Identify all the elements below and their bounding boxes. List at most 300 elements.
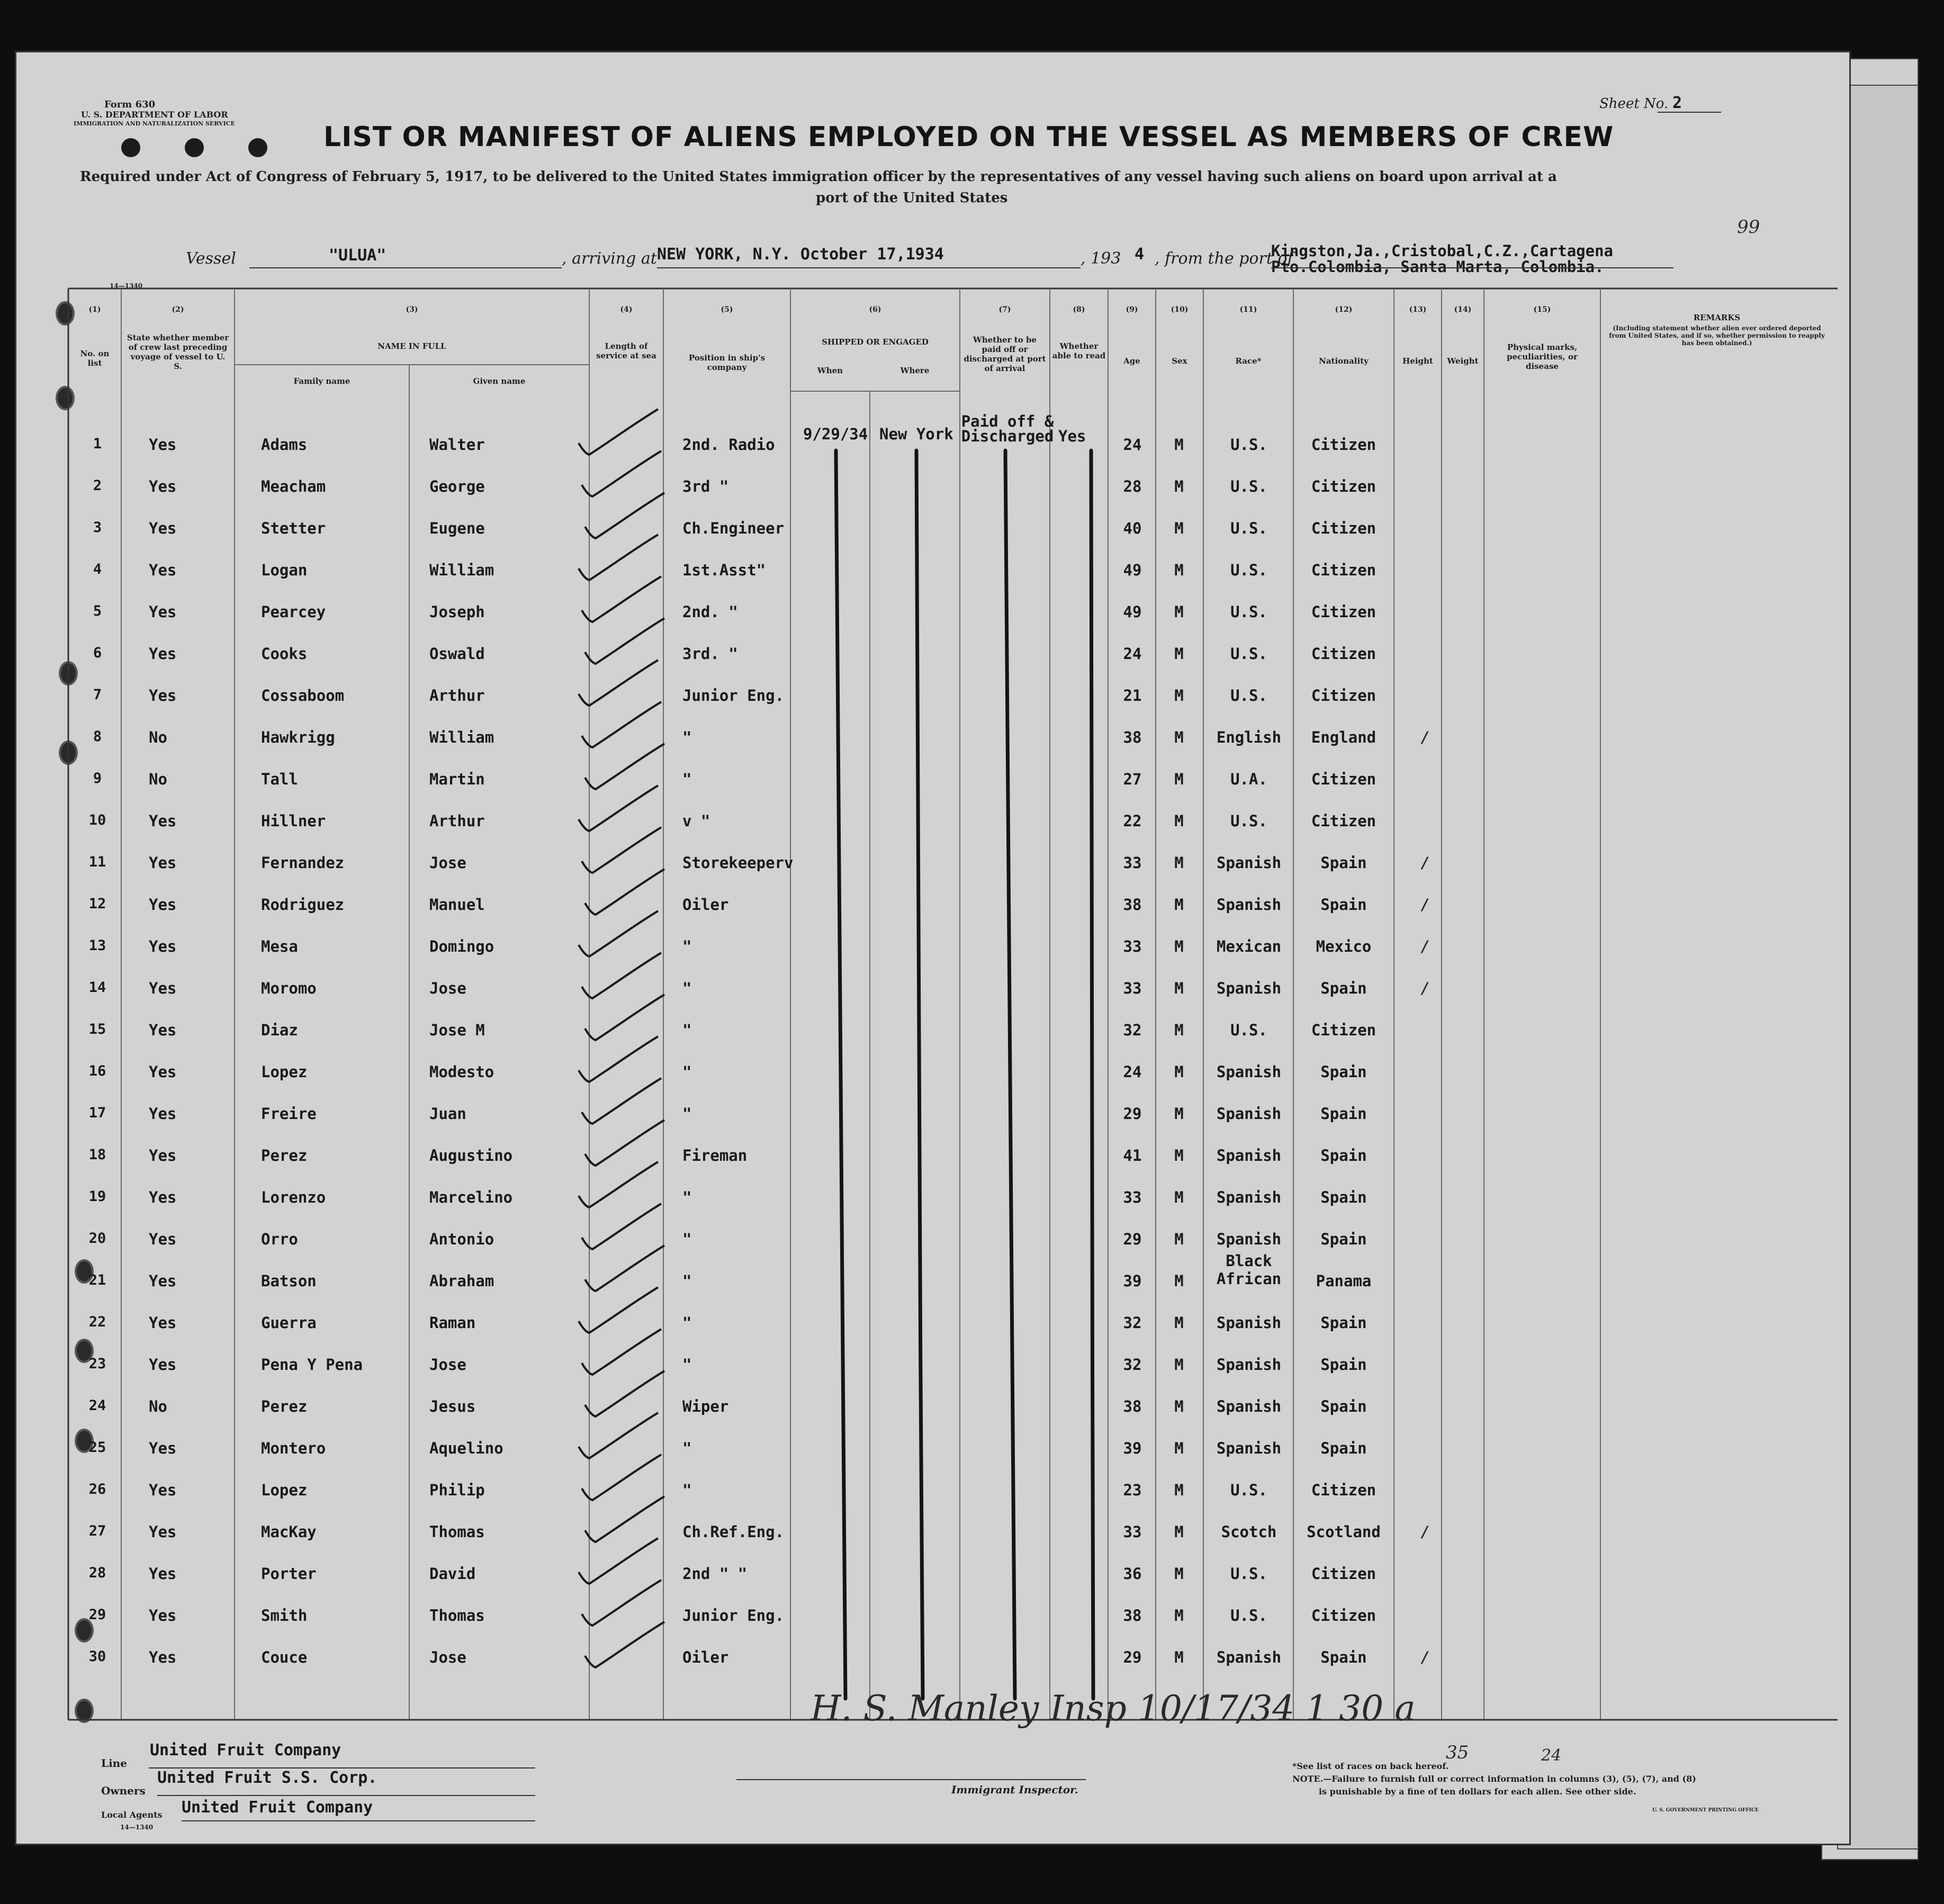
cell-position: Storekeeperv <box>682 854 794 872</box>
cell-position: Fireman <box>682 1147 748 1165</box>
cell-nationality: Citizen <box>1311 1607 1376 1625</box>
vessel-label: Vessel <box>186 249 236 268</box>
cell-family: Stetter <box>261 519 326 537</box>
cell-sex: M <box>1174 1565 1184 1583</box>
col-header-nationality: Nationality <box>1319 356 1369 366</box>
owners-value: United Fruit S.S. Corp. <box>157 1768 377 1787</box>
subtitle-2: port of the United States <box>816 190 1008 206</box>
col-number: (4) <box>620 305 633 314</box>
cell-family: Diaz <box>261 1021 298 1039</box>
cell-sex: M <box>1174 645 1184 663</box>
cell-mark: / <box>1421 937 1428 955</box>
sheet-number: 2 <box>1672 94 1682 112</box>
cell-family: Moromo <box>261 979 317 997</box>
cell-position: 2nd. Radio <box>682 436 775 454</box>
cell-no: 6 <box>93 645 102 661</box>
cell-sex: M <box>1174 1188 1184 1206</box>
cell-race: Spanish <box>1216 1356 1282 1374</box>
cell-nationality: Spain <box>1320 1439 1367 1457</box>
cell-no: 16 <box>88 1063 106 1079</box>
cell-position: Oiler <box>682 896 729 914</box>
form-number: Form 630 <box>104 99 156 110</box>
cell-race: Spanish <box>1216 1397 1282 1415</box>
cell-family: Montero <box>261 1439 326 1457</box>
col-number: (10) <box>1171 305 1189 314</box>
col-number: (9) <box>1126 305 1138 314</box>
cell-family: Rodriguez <box>261 896 345 914</box>
cell-given: George <box>429 477 485 495</box>
cell-race: U.S. <box>1230 1565 1267 1583</box>
cell-sex: M <box>1174 1230 1184 1248</box>
cell-race: Black African <box>1216 1252 1282 1288</box>
cell-sex: M <box>1174 603 1184 621</box>
cell-family: Pearcey <box>261 603 326 621</box>
cell-position: " <box>682 1272 692 1290</box>
alien-count: 24 <box>1541 1746 1562 1765</box>
cell-family: Cooks <box>261 645 308 663</box>
cell-family: Adams <box>261 436 308 454</box>
penalty-note: NOTE.—Failure to furnish full or correct information in columns (3), (5), (7), and (8) <box>1292 1774 1696 1784</box>
cell-no: 7 <box>93 687 102 703</box>
shipped-place: New York <box>879 425 953 443</box>
col-number: (3) <box>406 305 418 314</box>
subtitle: Required under Act of Congress of February 5, 1917, to be delivered to the United States immigration officer by the representatives of any vessel having such aliens on board upon arrival at a <box>80 169 1557 185</box>
paid-off-line-1: Paid off & <box>961 412 1054 430</box>
cell-family: Freire <box>261 1105 317 1123</box>
cell-no: 9 <box>93 770 102 787</box>
cell-race: U.S. <box>1230 519 1267 537</box>
cell-prev: Yes <box>149 854 177 872</box>
cell-race: U.S. <box>1230 603 1267 621</box>
form-code: 14—1340 <box>110 282 143 290</box>
cell-nationality: Spain <box>1320 854 1367 872</box>
cell-given: David <box>429 1565 476 1583</box>
cell-no: 25 <box>88 1439 106 1456</box>
cell-race: U.S. <box>1230 812 1267 830</box>
cell-age: 24 <box>1123 436 1142 454</box>
cell-age: 39 <box>1123 1272 1142 1290</box>
col-number: (12) <box>1335 305 1353 314</box>
cell-given: Eugene <box>429 519 485 537</box>
cell-family: Mesa <box>261 937 298 955</box>
cell-race: Spanish <box>1216 1147 1282 1165</box>
cell-no: 18 <box>88 1147 106 1163</box>
cell-age: 38 <box>1123 1607 1142 1625</box>
cell-given: Manuel <box>429 896 485 914</box>
cell-no: 30 <box>88 1648 106 1665</box>
col-header-number: No. on list <box>80 349 110 368</box>
cell-prev: Yes <box>149 436 177 454</box>
col-header-remarks-note: (Including statement whether alien ever ordered deported from United States, and if so, whether permission to reapply has been obtained.) <box>1609 324 1825 347</box>
cell-position: " <box>682 1021 692 1039</box>
cell-sex: M <box>1174 1481 1184 1499</box>
col-header-shipped: SHIPPED OR ENGAGED <box>822 337 929 347</box>
cell-given: Joseph <box>429 603 485 621</box>
cell-race: Spanish <box>1216 1648 1282 1666</box>
cell-no: 19 <box>88 1188 106 1205</box>
cell-age: 40 <box>1123 519 1142 537</box>
departure-ports-2: Pto.Colombia, Santa Marta, Colombia. <box>1271 258 1604 276</box>
cell-age: 28 <box>1123 477 1142 495</box>
cell-family: Fernandez <box>261 854 345 872</box>
cell-no: 13 <box>88 937 106 954</box>
cell-position: " <box>682 1356 692 1374</box>
col-number: (7) <box>998 305 1011 314</box>
cell-sex: M <box>1174 1648 1184 1666</box>
cell-given: Martin <box>429 770 485 788</box>
cell-nationality: Spain <box>1320 1188 1367 1206</box>
col-header-previous-voyage: State whether member of crew last preceding voyage of vessel to U. S. <box>127 333 229 371</box>
cell-prev: Yes <box>149 561 177 579</box>
cell-race: English <box>1216 728 1282 746</box>
cell-race: U.S. <box>1230 1021 1267 1039</box>
cell-nationality: Mexico <box>1316 937 1372 955</box>
cell-position: v " <box>682 812 710 830</box>
line-label: Line <box>101 1757 127 1770</box>
cell-no: 14 <box>88 979 106 996</box>
crew-count: 35 <box>1446 1742 1469 1763</box>
inspector-label: Immigrant Inspector. <box>951 1783 1078 1796</box>
cell-position: Ch.Ref.Eng. <box>682 1523 785 1541</box>
col-number: (6) <box>869 305 881 314</box>
cell-given: Philip <box>429 1481 485 1499</box>
cell-given: Augustino <box>429 1147 513 1165</box>
cell-family: Perez <box>261 1147 308 1165</box>
cell-mark: / <box>1421 854 1428 872</box>
department: U. S. DEPARTMENT OF LABOR <box>81 110 228 120</box>
cell-no: 28 <box>88 1565 106 1581</box>
agents-value: United Fruit Company <box>182 1798 373 1817</box>
cell-age: 49 <box>1123 561 1142 579</box>
able-to-read: Yes <box>1058 427 1086 445</box>
cell-race: Spanish <box>1216 979 1282 997</box>
cell-age: 24 <box>1123 645 1142 663</box>
cell-nationality: Spain <box>1320 1105 1367 1123</box>
cell-position: " <box>682 1481 692 1499</box>
cell-race: Spanish <box>1216 1063 1282 1081</box>
col-header-height: Height <box>1402 356 1433 366</box>
cell-age: 22 <box>1123 812 1142 830</box>
cell-sex: M <box>1174 1439 1184 1457</box>
cell-given: Walter <box>429 436 485 454</box>
col-header-weight: Weight <box>1447 356 1479 366</box>
cell-age: 32 <box>1123 1356 1142 1374</box>
cell-sex: M <box>1174 436 1184 454</box>
cell-age: 38 <box>1123 728 1142 746</box>
cell-nationality: Citizen <box>1311 1021 1376 1039</box>
ditto-lines <box>16 52 1852 1847</box>
cell-family: Meacham <box>261 477 326 495</box>
cell-no: 23 <box>88 1356 106 1372</box>
col-header-given-name: Given name <box>473 376 526 386</box>
line-value: United Fruit Company <box>150 1741 341 1759</box>
vessel-name: "ULUA" <box>329 246 386 265</box>
cell-nationality: Spain <box>1320 1648 1367 1666</box>
cell-age: 39 <box>1123 1439 1142 1457</box>
cell-no: 12 <box>88 896 106 912</box>
cell-prev: Yes <box>149 1188 177 1206</box>
cell-no: 29 <box>88 1607 106 1623</box>
col-header-shipped-where: Where <box>900 366 930 375</box>
cell-given: Jose M <box>429 1021 485 1039</box>
cell-mark: / <box>1421 1523 1428 1541</box>
cell-race: Spanish <box>1216 854 1282 872</box>
col-header-shipped-when: When <box>817 366 843 375</box>
cell-race: U.S. <box>1230 645 1267 663</box>
cell-no: 24 <box>88 1397 106 1414</box>
cell-prev: Yes <box>149 1565 177 1583</box>
cell-no: 15 <box>88 1021 106 1037</box>
col-number: (5) <box>721 305 733 314</box>
cell-nationality: Spain <box>1320 1397 1367 1415</box>
cell-sex: M <box>1174 770 1184 788</box>
cell-age: 23 <box>1123 1481 1142 1499</box>
cell-nationality: Spain <box>1320 1314 1367 1332</box>
cell-family: Lopez <box>261 1063 308 1081</box>
cell-position: 2nd " " <box>682 1565 748 1583</box>
cell-position: " <box>682 1105 692 1123</box>
inspector-signature: H. S. Manley Insp 10/17/34 1 30 a <box>811 1688 1416 1729</box>
cell-no: 10 <box>88 812 106 828</box>
cell-family: Porter <box>261 1565 317 1583</box>
cell-age: 33 <box>1123 937 1142 955</box>
cell-given: William <box>429 561 494 579</box>
cell-prev: Yes <box>149 979 177 997</box>
cell-given: Thomas <box>429 1523 485 1541</box>
cell-nationality: Panama <box>1316 1272 1372 1290</box>
cell-prev: Yes <box>149 1439 177 1457</box>
cell-no: 21 <box>88 1272 106 1288</box>
cell-family: Tall <box>261 770 298 788</box>
arriving-at: NEW YORK, N.Y. October 17,1934 <box>657 245 944 264</box>
cell-no: 26 <box>88 1481 106 1497</box>
cell-sex: M <box>1174 1063 1184 1081</box>
cell-sex: M <box>1174 854 1184 872</box>
cell-sex: M <box>1174 812 1184 830</box>
cell-no: 17 <box>88 1105 106 1121</box>
col-number: (11) <box>1239 305 1257 314</box>
page-mark: 99 <box>1737 216 1760 238</box>
cell-no: 27 <box>88 1523 106 1539</box>
cell-sex: M <box>1174 896 1184 914</box>
cell-sex: M <box>1174 561 1184 579</box>
cell-race: U.S. <box>1230 1607 1267 1625</box>
col-header-sex: Sex <box>1172 356 1187 366</box>
cell-nationality: Scotland <box>1307 1523 1381 1541</box>
cell-sex: M <box>1174 728 1184 746</box>
cell-position: 3rd " <box>682 477 729 495</box>
cell-given: Aquelino <box>429 1439 503 1457</box>
cell-prev: Yes <box>149 1523 177 1541</box>
col-header-family-name: Family name <box>293 376 350 386</box>
cell-family: Lorenzo <box>261 1188 326 1206</box>
cell-position: Wiper <box>682 1397 729 1415</box>
cell-family: Perez <box>261 1397 308 1415</box>
cell-sex: M <box>1174 519 1184 537</box>
cell-family: Lopez <box>261 1481 308 1499</box>
col-number: (8) <box>1073 305 1085 314</box>
cell-no: 2 <box>93 477 102 494</box>
cell-prev: Yes <box>149 1105 177 1123</box>
cell-prev: Yes <box>149 1230 177 1248</box>
cell-prev: Yes <box>149 687 177 705</box>
cell-race: U.S. <box>1230 477 1267 495</box>
cell-position: " <box>682 1230 692 1248</box>
cell-nationality: Citizen <box>1311 770 1376 788</box>
cell-sex: M <box>1174 937 1184 955</box>
col-number: (14) <box>1454 305 1472 314</box>
cell-given: Raman <box>429 1314 476 1332</box>
cell-nationality: Citizen <box>1311 477 1376 495</box>
cell-position: " <box>682 1063 692 1081</box>
cell-position: 3rd. " <box>682 645 738 663</box>
cell-race: U.A. <box>1230 770 1267 788</box>
cell-prev: No <box>149 770 167 788</box>
cell-age: 21 <box>1123 687 1142 705</box>
cell-race: Spanish <box>1216 1105 1282 1123</box>
cell-prev: Yes <box>149 519 177 537</box>
cell-nationality: Spain <box>1320 979 1367 997</box>
cell-position: " <box>682 1188 692 1206</box>
arriving-label: , arriving at <box>562 249 657 268</box>
cell-prev: Yes <box>149 1021 177 1039</box>
cell-prev: Yes <box>149 1063 177 1081</box>
cell-race: Scotch <box>1221 1523 1277 1541</box>
cell-sex: M <box>1174 1314 1184 1332</box>
cell-nationality: Spain <box>1320 896 1367 914</box>
cell-given: Abraham <box>429 1272 494 1290</box>
cell-age: 49 <box>1123 603 1142 621</box>
cell-family: Orro <box>261 1230 298 1248</box>
manifest-sheet <box>15 51 1851 1845</box>
cell-age: 32 <box>1123 1021 1142 1039</box>
cell-sex: M <box>1174 1147 1184 1165</box>
cell-sex: M <box>1174 1021 1184 1039</box>
cell-family: Couce <box>261 1648 308 1666</box>
cell-given: Jose <box>429 1356 466 1374</box>
footer-form-code: 14—1340 <box>120 1824 154 1831</box>
cell-position: Ch.Engineer <box>682 519 785 537</box>
cell-sex: M <box>1174 1356 1184 1374</box>
cell-race: Mexican <box>1216 937 1282 955</box>
cell-race: Spanish <box>1216 1314 1282 1332</box>
cell-nationality: Citizen <box>1311 1565 1376 1583</box>
cell-prev: Yes <box>149 1314 177 1332</box>
cell-prev: Yes <box>149 1147 177 1165</box>
cell-given: Arthur <box>429 687 485 705</box>
cell-given: Modesto <box>429 1063 494 1081</box>
cell-mark: / <box>1421 979 1428 997</box>
cell-family: Cossaboom <box>261 687 345 705</box>
cell-given: Jose <box>429 854 466 872</box>
cell-nationality: Citizen <box>1311 436 1376 454</box>
cell-no: 5 <box>93 603 102 619</box>
sheet-label: Sheet No. <box>1599 96 1669 112</box>
cell-nationality: Citizen <box>1311 812 1376 830</box>
cell-prev: Yes <box>149 937 177 955</box>
cell-given: Oswald <box>429 645 485 663</box>
cell-nationality: Spain <box>1320 1356 1367 1374</box>
cell-family: Pena Y Pena <box>261 1356 363 1374</box>
cell-family: Smith <box>261 1607 308 1625</box>
cell-position: Junior Eng. <box>682 687 785 705</box>
cell-prev: Yes <box>149 1356 177 1374</box>
cell-family: Logan <box>261 561 308 579</box>
cell-nationality: Citizen <box>1311 687 1376 705</box>
cell-sex: M <box>1174 1607 1184 1625</box>
cell-prev: No <box>149 1397 167 1415</box>
cell-given: Jesus <box>429 1397 476 1415</box>
cell-sex: M <box>1174 1105 1184 1123</box>
cell-no: 1 <box>93 436 102 452</box>
cell-no: 8 <box>93 728 102 745</box>
cell-given: Domingo <box>429 937 494 955</box>
cell-age: 38 <box>1123 896 1142 914</box>
cell-position: Junior Eng. <box>682 1607 785 1625</box>
cell-given: Marcelino <box>429 1188 513 1206</box>
printer-note: U. S. GOVERNMENT PRINTING OFFICE <box>1652 1808 1759 1813</box>
col-header-service-length: Length of service at sea <box>596 341 656 360</box>
col-header-age: Age <box>1123 356 1140 366</box>
cell-race: Spanish <box>1216 1230 1282 1248</box>
cell-prev: Yes <box>149 1607 177 1625</box>
penalty-note-2: is punishable by a fine of ten dollars for each alien. See other side. <box>1319 1786 1636 1797</box>
service: IMMIGRATION AND NATURALIZATION SERVICE <box>74 120 235 127</box>
cell-age: 36 <box>1123 1565 1142 1583</box>
cell-sex: M <box>1174 687 1184 705</box>
cell-nationality: Citizen <box>1311 519 1376 537</box>
cell-age: 27 <box>1123 770 1142 788</box>
year-label: , 193 <box>1081 249 1121 268</box>
cell-mark: / <box>1421 728 1428 746</box>
cell-mark: / <box>1421 1648 1428 1666</box>
cell-family: Guerra <box>261 1314 317 1332</box>
cell-sex: M <box>1174 477 1184 495</box>
cell-prev: Yes <box>149 812 177 830</box>
cell-race: U.S. <box>1230 1481 1267 1499</box>
cell-prev: No <box>149 728 167 746</box>
paid-off-line-2: Discharged <box>961 427 1054 445</box>
cell-age: 33 <box>1123 854 1142 872</box>
cell-position: " <box>682 1314 692 1332</box>
cell-sex: M <box>1174 1272 1184 1290</box>
cell-position: " <box>682 728 692 746</box>
cell-prev: Yes <box>149 603 177 621</box>
cell-sex: M <box>1174 979 1184 997</box>
col-header-paid-off: Whether to be paid off or discharged at port of arrival <box>964 335 1046 373</box>
cell-given: Juan <box>429 1105 466 1123</box>
cell-no: 3 <box>93 519 102 536</box>
cell-nationality: Citizen <box>1311 645 1376 663</box>
col-number: (1) <box>88 305 101 314</box>
col-header-physical-marks: Physical marks, peculiarities, or disease <box>1507 342 1578 371</box>
cell-given: Arthur <box>429 812 485 830</box>
cell-family: MacKay <box>261 1523 317 1541</box>
col-number: (15) <box>1533 305 1551 314</box>
cell-race: Spanish <box>1216 896 1282 914</box>
cell-position: 2nd. " <box>682 603 738 621</box>
cell-age: 38 <box>1123 1397 1142 1415</box>
cell-nationality: England <box>1311 728 1376 746</box>
cell-prev: Yes <box>149 1272 177 1290</box>
cell-age: 29 <box>1123 1648 1142 1666</box>
col-number: (2) <box>172 305 184 314</box>
cell-age: 32 <box>1123 1314 1142 1332</box>
cell-prev: Yes <box>149 1648 177 1666</box>
cell-prev: Yes <box>149 645 177 663</box>
cell-prev: Yes <box>149 896 177 914</box>
cell-family: Hillner <box>261 812 326 830</box>
